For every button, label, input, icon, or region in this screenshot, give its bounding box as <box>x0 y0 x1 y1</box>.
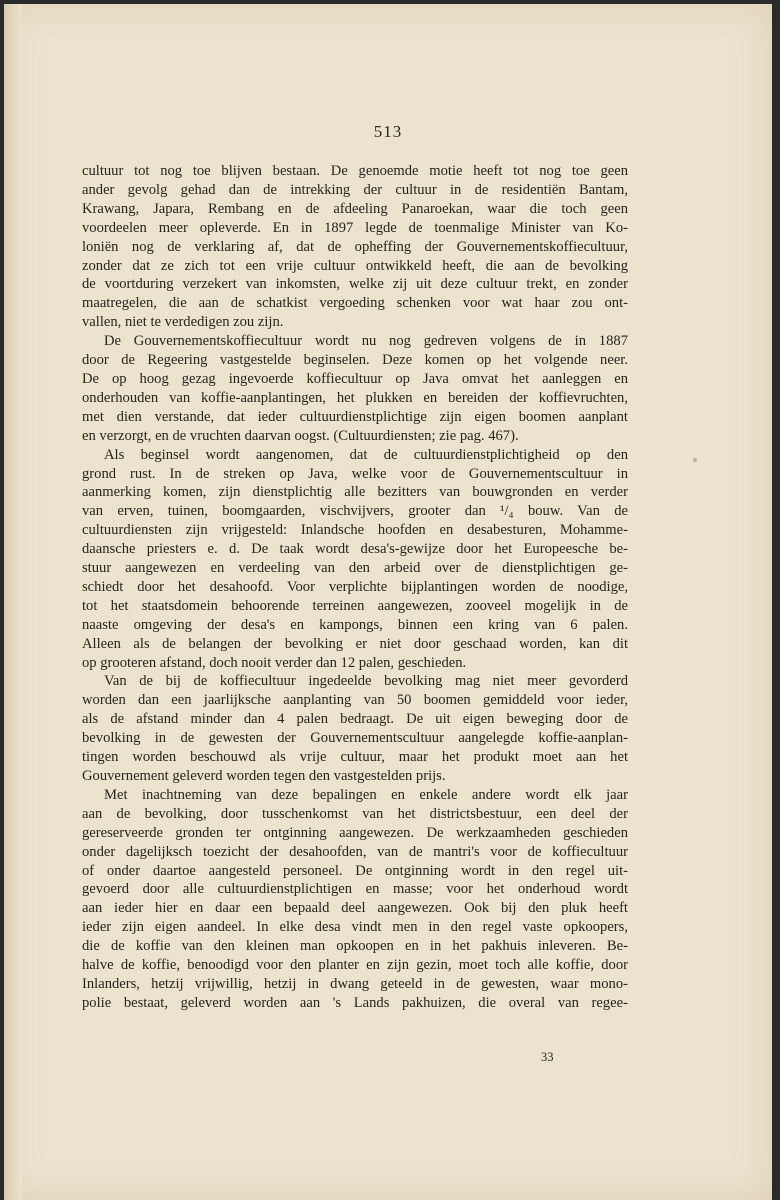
text-line: cultuurdiensten zijn vrijgesteld: Inlandsche hoofden en desabesturen, Mohamme- <box>82 522 628 539</box>
text-line: Krawang, Japara, Rembang en de afdeeling Panaroekan, waar die toch geen <box>82 200 628 217</box>
text-line: loniën nog de verklaring af, dat de opheffing der Gouvernementskoffiecultuur, <box>82 238 628 255</box>
text-line: gevoerd door alle cultuurdienstplichtigen en masse; voor het onderhoud wordt <box>82 881 628 898</box>
text-line: met dien verstande, dat ieder cultuurdienstplichtige zijn eigen boomen aanplant <box>82 408 628 425</box>
text-line: zonder dat ze zich tot een vrije cultuur ontwikkeld heeft, die aan de bevolking <box>82 257 628 274</box>
paragraph-start: Met inachtneming van deze bepalingen en enkele andere wordt elk jaar <box>104 786 628 803</box>
text-line: tot het staatsdomein behoorende terreinen aangewezen, zooveel mogelijk in de <box>82 597 628 614</box>
text-line: of onder daartoe aangesteld personeel. De ontginning wordt in den regel uit- <box>82 862 628 879</box>
text-line: die de koffie van den kleinen man opkoopen en in het pakhuis inleveren. Be- <box>82 938 628 955</box>
text-line: stuur aangewezen en verdeeling van den arbeid over de dienstplichtigen ge- <box>82 560 628 577</box>
text-line: door de Regeering vastgestelde beginselen. Deze komen op het volgende neer. <box>82 352 628 369</box>
text-line: bevolking in de gewesten der Gouvernementscultuur aangelegde koffie-aanplan- <box>82 730 628 747</box>
text-line: polie bestaat, geleverd worden aan 's Lands pakhuizen, die overal van regee- <box>82 994 628 1011</box>
text-line: maatregelen, die aan de schatkist vergoeding schenken voor wat haar zou ont- <box>82 295 628 312</box>
text-line: worden dan een jaarlijksche aanplanting van 50 boomen gemiddeld voor ieder, <box>82 692 628 709</box>
text-line: ieder zijn eigen aandeel. In elke desa vindt men in den regel vaste opkoopers, <box>82 919 628 936</box>
paragraph-start: De Gouvernementskoffiecultuur wordt nu nog gedreven volgens de in 1887 <box>104 333 628 350</box>
text-line: van erven, tuinen, boomgaarden, vischvijvers, grooter dan ¹/₄ bouw. Van de <box>82 503 628 520</box>
text-line: als de afstand minder dan 4 palen bedraagt. De uit eigen beweging door de <box>82 711 628 728</box>
text-line: onderhouden van koffie-aanplantingen, het plukken en bereiden der koffievruchten, <box>82 389 628 406</box>
text-line: gereserveerde gronden ter ontginning aangewezen. De werkzaamheden geschieden <box>82 824 628 841</box>
page-number: 513 <box>373 122 403 141</box>
paragraph-start: Van de bij de koffiecultuur ingedeelde bevolking mag niet meer gevorderd <box>104 673 628 690</box>
text-line: tingen worden beschouwd als vrije cultuur, maar het produkt moet aan het <box>82 749 628 766</box>
text-line: de voortduring verzekert van inkomsten, welke zij uit deze cultuur trekt, en zonder <box>82 276 628 293</box>
text-line: Gouvernement geleverd worden tegen den vastgestelden prijs. <box>82 768 446 784</box>
paper-speck <box>693 458 697 462</box>
book-page <box>4 4 772 1200</box>
text-line: grond rust. In de streken op Java, welke voor de Gouvernementscultuur in <box>82 465 628 482</box>
text-line: aan de bevolking, door tusschenkomst van het districtsbestuur, een deel der <box>82 805 628 822</box>
text-line: op grooteren afstand, doch nooit verder dan 12 palen, geschieden. <box>82 654 467 671</box>
text-line: aan ieder hier en daar een bepaald deel aangewezen. Ook bij den pluk heeft <box>82 900 628 917</box>
text-line: cultuur tot nog toe blijven bestaan. De genoemde motie heeft tot nog toe geen <box>82 163 628 179</box>
paragraph-start: Als beginsel wordt aangenomen, dat de cultuurdienstplichtigheid op den <box>104 446 628 463</box>
text-line: ander gevolg gehad dan de intrekking der cultuur in de residentiën Bantam, <box>82 181 628 198</box>
text-line: naaste omgeving der desa's en kampongs, binnen een kring van 6 palen. <box>82 616 628 633</box>
text-line: De op hoog gezag ingevoerde koffiecultuur op Java omvat het aanleggen en <box>82 370 628 387</box>
text-line: Alleen als de belangen der bevolking er niet door geschaad worden, kan dit <box>82 635 628 652</box>
text-line: halve de koffie, benoodigd voor den planter en zijn gezin, moet toch alle koffie, door <box>82 957 628 974</box>
signature-mark: 33 <box>541 1050 554 1064</box>
text-line: voordeelen meer opleverde. En in 1897 legde de toenmalige Minister van Ko- <box>82 219 628 236</box>
text-line: vallen, niet te verdedigen zou zijn. <box>82 314 284 331</box>
text-line: daansche priesters e. d. De taak wordt desa's-gewijze door het Europeesche be- <box>82 541 628 558</box>
text-line: Inlanders, hetzij vrijwillig, hetzij in dwang geteeld in de gewesten, waar mono- <box>82 975 628 992</box>
text-line: schiedt door het desahoofd. Voor verplichte bijplantingen worden de noodige, <box>82 578 628 595</box>
text-line: onder dagelijksch toezicht der desahoofden, van de mantri's voor de koffiecultuur <box>82 843 628 860</box>
page-edge <box>4 4 22 1200</box>
text-line: aanmerking komen, zijn dienstplichtig alle bezitters van bouwgronden en verder <box>82 484 628 501</box>
body-text <box>82 162 628 1013</box>
text-line: en verzorgt, en de vruchten daarvan oogst. (Cultuurdiensten; zie pag. 467). <box>82 427 519 444</box>
